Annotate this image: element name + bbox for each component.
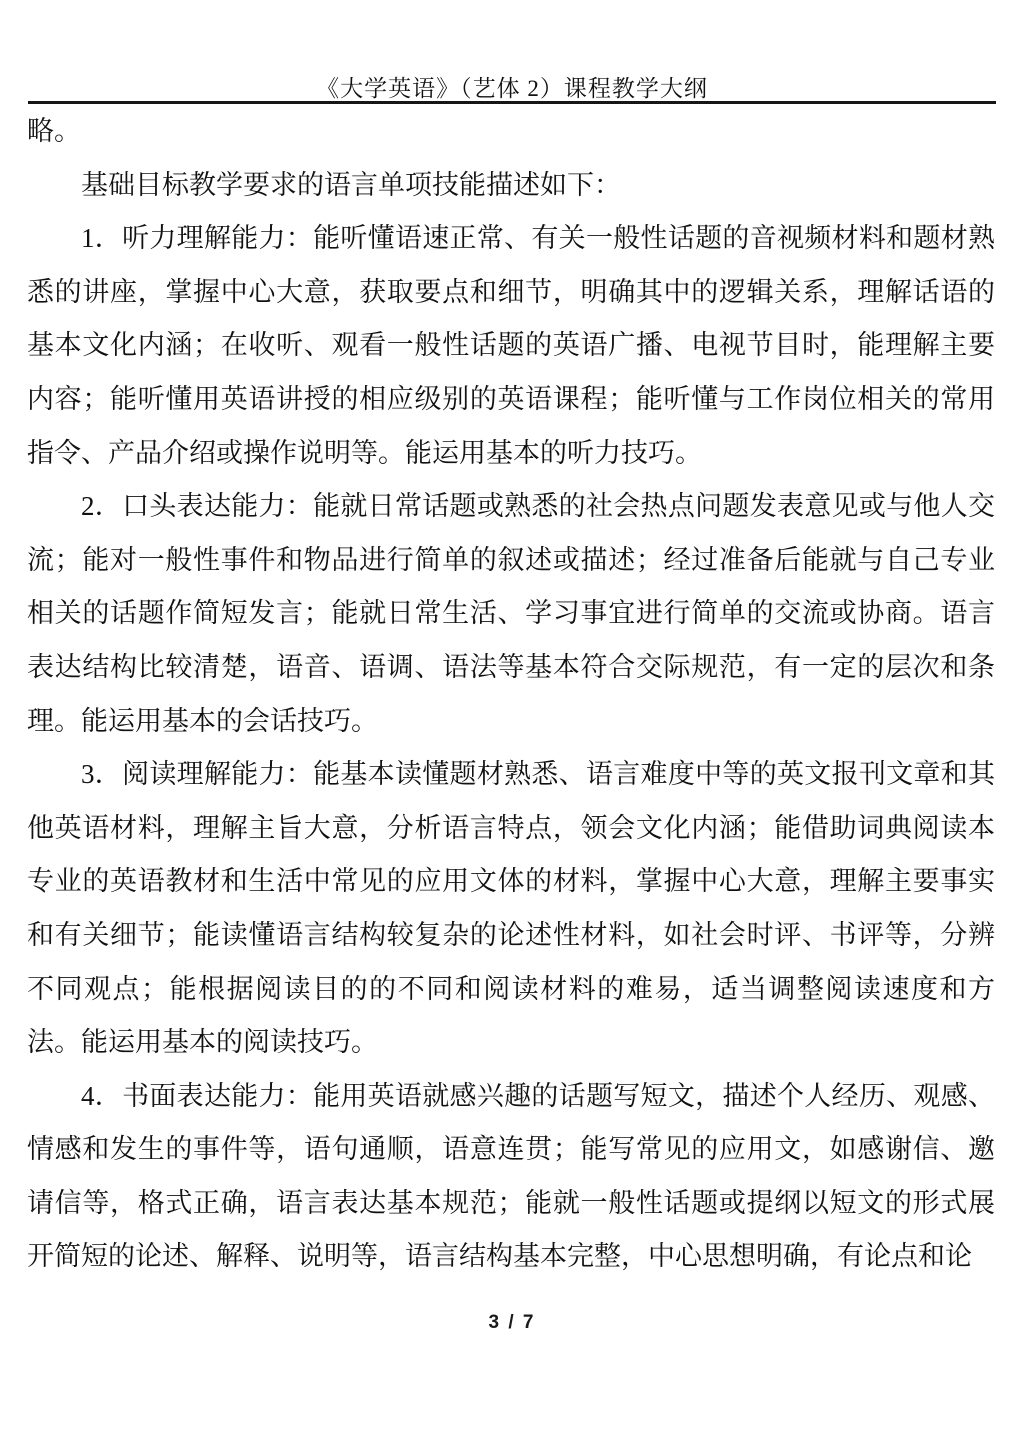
document-body <box>27 105 995 1284</box>
paragraph-intro: 基础目标教学要求的语言单项技能描述如下： <box>81 169 621 200</box>
paragraph-speaking-skill: 2．口头表达能力：能就日常话题或熟悉的社会热点问题发表意见或与他人交流；能对一般性事件和物品进行简单的叙述或描述；经过准备后能就与自己专业相关的话题作简短发言；能就日常生活、学习事宜进行简单的交流或协商。语言表达结构比较清楚，语音、语调、语法等基本符合交际规范，有一定的层次和条理。能运用基本的会话技巧。 <box>27 491 995 736</box>
header-rule <box>28 101 996 104</box>
paragraph-reading-skill: 3．阅读理解能力：能基本读懂题材熟悉、语言难度中等的英文报刊文章和其他英语材料，理解主旨大意，分析语言特点，领会文化内涵；能借助词典阅读本专业的英语教材和生活中常见的应用文体的材料，掌握中心大意，理解主要事实和有关细节；能读懂语言结构较复杂的论述性材料，如社会时评、书评等，分辨不同观点；能根据阅读目的的不同和阅读材料的难易，适当调整阅读速度和方法。能运用基本的阅读技巧。 <box>27 759 995 1058</box>
page-number: 3 / 7 <box>488 1312 536 1333</box>
paragraph-continuation: 略。 <box>27 116 81 146</box>
paragraph-listening-skill: 1．听力理解能力：能听懂语速正常、有关一般性话题的音视频材料和题材熟悉的讲座，掌握中心大意，获取要点和细节，明确其中的逻辑关系，理解话语的基本文化内涵；在收听、观看一般性话题的英语广播、电视节目时，能理解主要内容；能听懂用英语讲授的相应级别的英语课程；能听懂与工作岗位相关的常用指令、产品介绍或操作说明等。能运用基本的听力技巧。 <box>27 223 995 468</box>
page-header-title: 《大学英语》（艺体 2）课程教学大纲 <box>316 76 708 101</box>
paragraph-writing-skill: 4．书面表达能力：能用英语就感兴趣的话题写短文，描述个人经历、观感、情感和发生的事件等，语句通顺，语意连贯；能写常见的应用文，如感谢信、邀请信等，格式正确，语言表达基本规范；能就一般性话题或提纲以短文的形式展开简短的论述、解释、说明等，语言结构基本完整，中心思想明确，有论点和论 <box>27 1080 995 1272</box>
